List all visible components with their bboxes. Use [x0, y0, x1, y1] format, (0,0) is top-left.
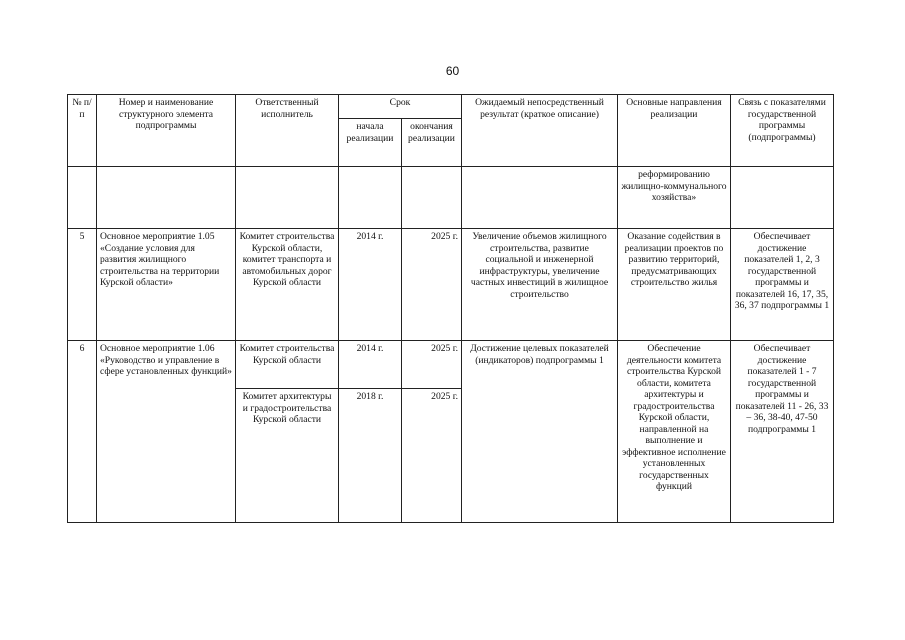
row-directions: Оказание содействия в реализации проектов по развитию территорий, предусматривающих строительство жилья [618, 229, 731, 341]
row-result: Достижение целевых показателей (индикаторов) подпрограммы 1 [462, 341, 618, 523]
row-start: 2014 г. [339, 341, 402, 389]
header-term: Срок [339, 95, 462, 119]
row-result: Увеличение объемов жилищного строительства, развитие социальной и инженерной инфраструктуры, увеличение частных инвестиций в жилищное строительство [462, 229, 618, 341]
row-end: 2025 г. [402, 341, 462, 389]
row-end: 2025 г. [402, 389, 462, 523]
measures-table [67, 94, 834, 523]
row-end: 2025 г. [402, 229, 462, 341]
header-directions: Основные направления реализации [618, 95, 731, 167]
row-responsible: Комитет строительства Курской области [236, 341, 339, 389]
row-link: Обеспечивает достижение показателей 1 - 7 государственной программы и показателей 11 - 26, 33 – 36, 38-40, 47-50 подпрограммы 1 [731, 341, 834, 523]
header-row [68, 95, 834, 119]
continuation-row [68, 167, 834, 229]
row-directions: Обеспечение деятельности комитета строительства Курской области, комитета архитектуры и градостроительства Курской области, направленной на выполнение и эффективное исполнение установленных государственных функций [618, 341, 731, 523]
header-responsible: Ответственный исполнитель [236, 95, 339, 167]
row-start: 2018 г. [339, 389, 402, 523]
header-start: начала реализации [339, 119, 402, 167]
header-result: Ожидаемый непосредственный результат (краткое описание) [462, 95, 618, 167]
header-name: Номер и наименование структурного элемента подпрограммы [97, 95, 236, 167]
header-end: окончания реализации [402, 119, 462, 167]
row-responsible: Комитет строительства Курской области, комитет транспорта и автомобильных дорог Курской области [236, 229, 339, 341]
page-number: 60 [445, 64, 460, 78]
row-link: Обеспечивает достижение показателей 1, 2, 3 государственной программы и показателей 16, 17, 35, 36, 37 подпрограммы 1 [731, 229, 834, 341]
row-start: 2014 г. [339, 229, 402, 341]
row-num: 6 [68, 341, 97, 523]
header-link: Связь с показателями государственной программы (подпрограммы) [731, 95, 834, 167]
table-row [68, 229, 834, 341]
header-num: № п/п [68, 95, 97, 167]
table-row [68, 341, 834, 389]
row-name: Основное мероприятие 1.05 «Создание условия для развития жилищного строительства на территории Курской области» [97, 229, 236, 341]
continuation-directions: реформированию жилищно-коммунального хозяйства» [618, 167, 731, 229]
row-name: Основное мероприятие 1.06 «Руководство и управление в сфере установленных функций» [97, 341, 236, 523]
row-num: 5 [68, 229, 97, 341]
row-responsible: Комитет архитектуры и градостроительства Курской области [236, 389, 339, 523]
